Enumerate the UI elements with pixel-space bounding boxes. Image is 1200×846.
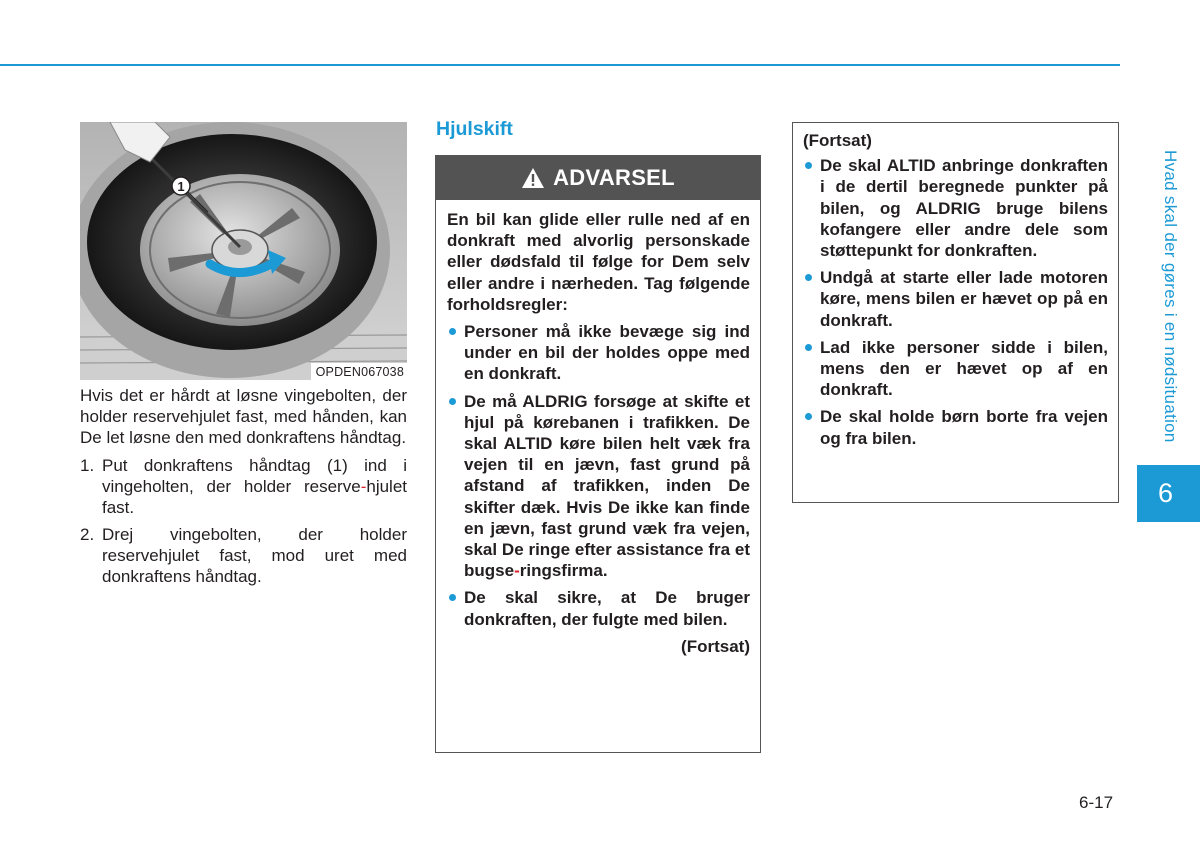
hyphen-mark: - xyxy=(514,561,520,581)
bullet-item: Undgå at starte eller lade motoren køre, mens bilen er hævet op på en donkraft. xyxy=(803,267,1108,331)
warning-header xyxy=(436,156,760,200)
spare-wheel-figure xyxy=(80,122,407,380)
bullet-item: De skal sikre, at De bruger donkraften, der fulgte med bilen. xyxy=(447,587,750,629)
step-text: Put donkraftens håndtag (1) ind i vingeholten, der holder reserve xyxy=(102,456,407,496)
step-item xyxy=(80,524,407,587)
continued-warning-box xyxy=(792,122,1119,503)
warning-box xyxy=(435,155,761,753)
continued-label: (Fortsat) xyxy=(681,636,750,656)
continued-heading: (Fortsat) xyxy=(803,131,872,150)
header-rule xyxy=(0,64,1120,66)
bullet-item: De skal holde børn borte fra vejen og fra bilen. xyxy=(803,406,1108,448)
step-number: 1. xyxy=(80,456,95,475)
bullet-item: Personer må ikke bevæge sig ind under en bil der holdes oppe med en donkraft. xyxy=(447,321,750,385)
warning-intro: En bil kan glide eller rulle ned af en donkraft med alvorlig personskade eller dødsfald til følge for Dem selv eller andre i nærheden. Tag følgende forholdsregler: xyxy=(447,210,750,314)
left-column xyxy=(80,385,407,593)
step-number: 2. xyxy=(80,525,95,544)
warning-bullets xyxy=(447,321,750,630)
steps-list xyxy=(80,455,407,587)
step-item xyxy=(80,455,407,518)
step-text-continued: hjulet fast. xyxy=(102,477,407,517)
left-intro: Hvis det er hårdt at løsne vingebolten, der holder reservehjulet fast, med hånden, kan De let løsne den med donkraftens håndtag. xyxy=(80,386,407,447)
warning-title: ADVARSEL xyxy=(553,165,675,190)
section-title: Hjulskift xyxy=(436,118,513,140)
figure-code: OPDEN067038 xyxy=(311,363,407,380)
continued-bullets xyxy=(803,155,1108,449)
bullet-item: Lad ikke personer sidde i bilen, mens den er hævet op af en donkraft. xyxy=(803,337,1108,401)
chapter-tab: 6 xyxy=(1137,465,1200,522)
warning-triangle-icon xyxy=(521,167,545,189)
callout-number: 1 xyxy=(177,179,185,194)
spare-wheel-illustration xyxy=(80,122,407,380)
bullet-item xyxy=(447,391,750,582)
step-text: Drej vingebolten, der holder reservehjulet fast, mod uret med donkraftens håndtag. xyxy=(102,525,407,586)
bullet-text: De må ALDRIG forsøge at skifte et hjul på kørebanen i trafikken. De skal ALTID køre bilen helt væk fra vejen til en jævn, fast grund på afstand af trafikken, inden De skifter dæk. Hvis De ikke kan finde en jævn, fast grund væk fra vejen, skal De ringe efter assistance fra et bugse xyxy=(464,391,750,581)
chapter-title: Hvad skal der gøres i en nødsituation xyxy=(1161,150,1180,443)
bullet-item: De skal ALTID anbringe donkraften i de dertil beregnede punkter på bilen, og ALDRIG bruge bilens kofangere eller andre dele som støttepunkt for donkraften. xyxy=(803,155,1108,261)
hyphen-mark: - xyxy=(360,477,367,496)
page-number: 6-17 xyxy=(1079,793,1114,812)
warning-body xyxy=(436,200,760,657)
bullet-text-continued: ringsfirma. xyxy=(519,561,608,581)
